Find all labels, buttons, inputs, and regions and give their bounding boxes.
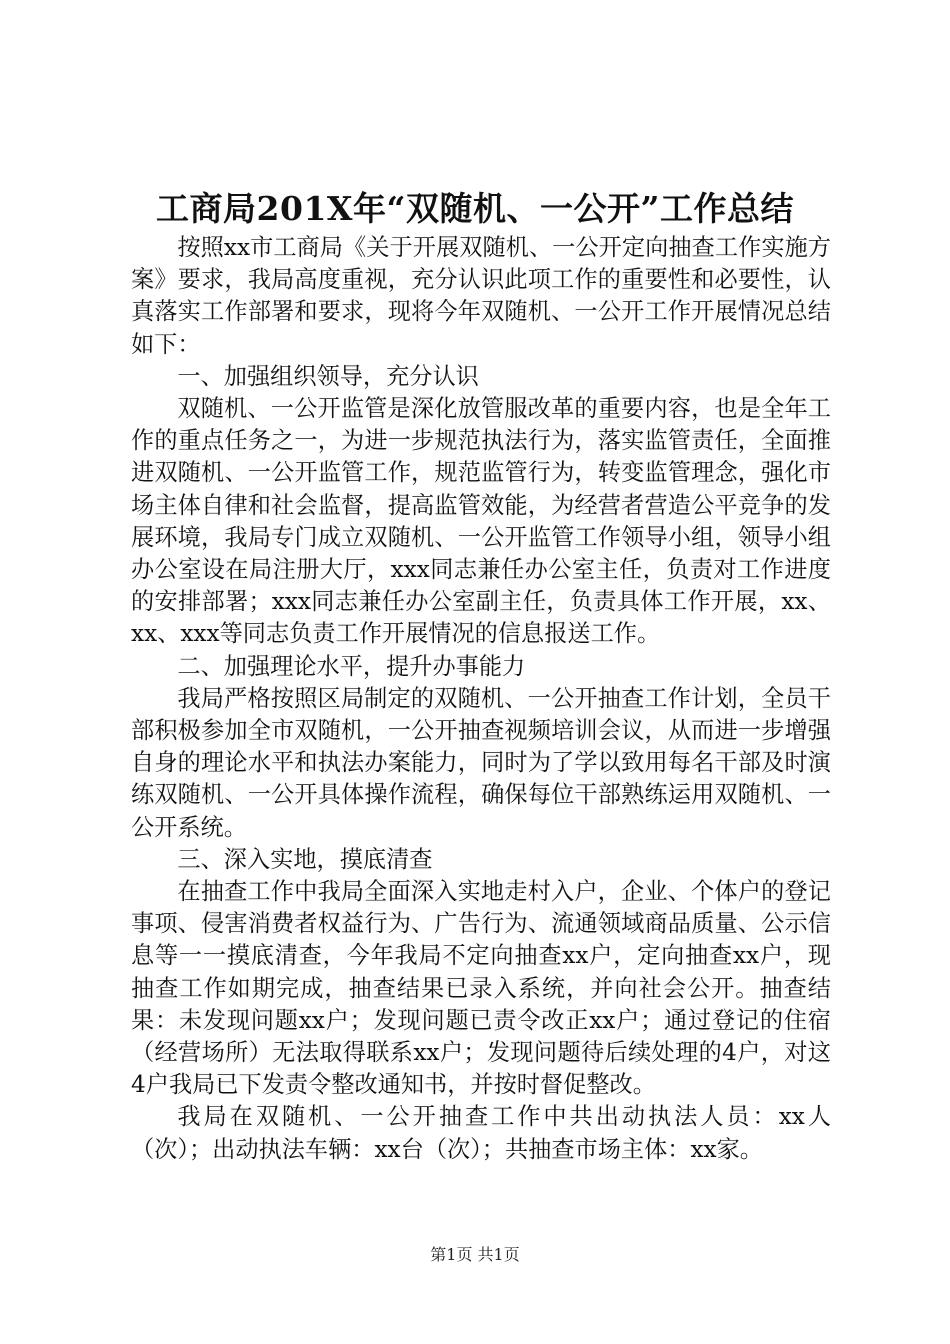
document-title: 工商局201X年“双随机、一公开”工作总结 bbox=[156, 189, 794, 228]
paragraph-summary: 我局在双随机、一公开抽查工作中共出动执法人员：xx人（次）；出动执法车辆：xx台（次）；共抽查市场主体：xx家。 bbox=[131, 1103, 831, 1163]
paragraph-intro: 按照xx市工商局《关于开展双随机、一公开定向抽查工作实施方案》要求，我局高度重视，充分认识此项工作的重要性和必要性，认真落实工作部署和要求，现将今年双随机、一公开工作开展情况总结如下： bbox=[131, 234, 831, 358]
page-number-footer: 第1页 共1页 bbox=[430, 1245, 520, 1264]
section-heading-2: 二、加强理论水平，提升办事能力 bbox=[177, 652, 526, 680]
section-heading-1: 一、加强组织领导，充分认识 bbox=[177, 362, 479, 390]
section-heading-3: 三、深入实地，摸底清查 bbox=[177, 845, 433, 873]
paragraph-section-2: 我局严格按照区局制定的双随机、一公开抽查工作计划，全员干部积极参加全市双随机，一公开抽查视频培训会议，从而进一步增强自身的理论水平和执法办案能力，同时为了学以致用每名干部及时演练双随机、一公开具体操作流程，确保每位干部熟练运用双随机、一公开系统。 bbox=[131, 684, 831, 841]
document-body bbox=[131, 232, 831, 1166]
paragraph-section-3: 在抽查工作中我局全面深入实地走村入户，企业、个体户的登记事项、侵害消费者权益行为、广告行为、流通领域商品质量、公示信息等一一摸底清查，今年我局不定向抽查xx户，定向抽查xx户，现抽查工作如期完成，抽查结果已录入系统，并向社会公开。抽查结果：未发现问题xx户；发现问题已责令改正xx户；通过登记的住宿（经营场所）无法取得联系xx户；发现问题待后续处理的4户，对这4户我局已下发责令整改通知书，并按时督促整改。 bbox=[131, 878, 831, 1099]
paragraph-section-1: 双随机、一公开监管是深化放管服改革的重要内容，也是全年工作的重点任务之一，为进一步规范执法行为，落实监管责任，全面推进双随机、一公开监管工作，规范监管行为，转变监管理念，强化市场主体自律和社会监督，提高监管效能，为经营者营造公平竞争的发展环境，我局专门成立双随机、一公开监管工作领导小组，领导小组办公室设在局注册大厅，xxx同志兼任办公室主任，负责对工作进度的安排部署；xxx同志兼任办公室副主任，负责具体工作开展，xx、xx、xxx等同志负责工作开展情况的信息报送工作。 bbox=[131, 395, 831, 648]
